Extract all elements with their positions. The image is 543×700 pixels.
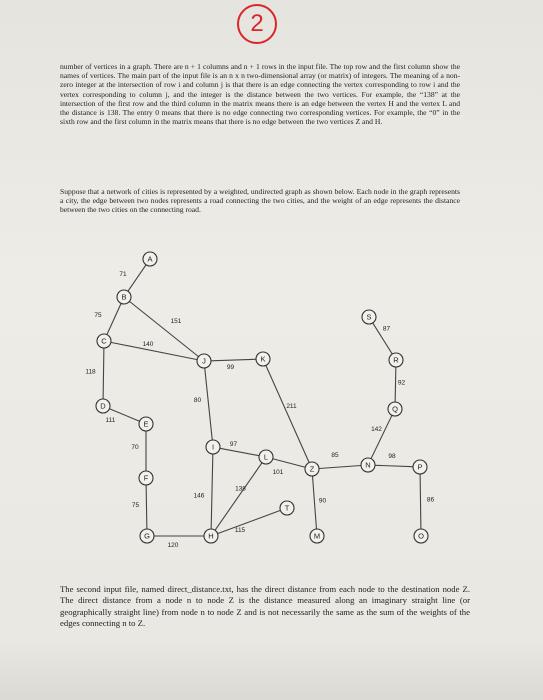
node-m bbox=[310, 529, 324, 543]
node-label-h: H bbox=[208, 531, 214, 541]
edge-i-h bbox=[211, 454, 213, 529]
edge-z-m bbox=[313, 476, 317, 529]
edge-i-l bbox=[220, 448, 259, 455]
node-l bbox=[259, 450, 273, 464]
edge-weight-c-d: 118 bbox=[85, 368, 96, 376]
edge-n-p bbox=[375, 465, 413, 466]
edge-weight-j-k: 99 bbox=[226, 364, 235, 371]
node-p bbox=[413, 460, 427, 474]
edge-weight-b-j: 151 bbox=[170, 318, 182, 325]
node-h bbox=[204, 529, 218, 543]
node-label-l: L bbox=[263, 452, 269, 462]
node-label-q: Q bbox=[392, 404, 398, 414]
edge-weight-e-f: 70 bbox=[131, 444, 139, 451]
node-z bbox=[305, 462, 319, 476]
edge-weight-s-r: 87 bbox=[382, 325, 391, 333]
edge-weight-p-o: 86 bbox=[426, 496, 435, 504]
edge-weight-q-n: 142 bbox=[371, 426, 382, 433]
node-label-r: R bbox=[393, 355, 399, 365]
edge-r-q bbox=[395, 367, 396, 402]
node-label-c: C bbox=[101, 336, 107, 346]
edge-weight-l-h: 138 bbox=[235, 485, 246, 493]
edge-b-c bbox=[107, 303, 121, 334]
node-o bbox=[414, 529, 428, 543]
node-label-o: O bbox=[418, 531, 424, 541]
node-label-j: J bbox=[202, 356, 206, 366]
edge-l-z bbox=[273, 459, 305, 467]
handwritten-page-number: 2 bbox=[237, 4, 277, 44]
paragraph-network-description: Suppose that a network of cities is represented by a weighted, undirected graph as shown below. Each node in the graph represents a city, the edge between two nodes represents a road connecting the two cities, and the weight of an edge represents the distance between the two cities on the connecting road. bbox=[60, 187, 460, 215]
edge-z-n bbox=[319, 465, 361, 468]
edge-weight-t-h: 115 bbox=[234, 527, 246, 534]
node-b bbox=[117, 290, 131, 304]
node-label-b: B bbox=[121, 292, 127, 302]
node-label-e: E bbox=[143, 419, 149, 429]
paragraph-input-file-format: number of vertices in a graph. There are n + 1 columns and n + 1 rows in the input file. The top row and the first column show the names of vertices. The main part of the input file is an n x n two-dimensional array (or matrix) of integers. The meaning of a non-zero integer at the intersection of row i and column j is that there is an edge connecting the vertex corresponding to row i and the vertex corresponding to column j, and the integer is the distance between the two vertices. For example, the “138” at the intersection of the first row and the third column in the matrix means there is an edge between the vertex H and the vertex L and the distance is 138. The entry 0 means that there is no edge connecting two corresponding vertices. For example, the “0” in the sixth row and the first column in the matrix means that there is no edge between the two vertices Z and H. bbox=[60, 62, 460, 127]
node-label-t: T bbox=[284, 503, 290, 513]
edge-weight-b-c: 75 bbox=[94, 312, 102, 319]
edge-weight-g-h: 120 bbox=[167, 542, 179, 549]
edge-k-z bbox=[263, 365, 309, 462]
edge-weight-l-z: 101 bbox=[272, 469, 284, 476]
edge-weight-i-l: 97 bbox=[229, 441, 238, 448]
edge-weight-a-b: 71 bbox=[119, 271, 127, 278]
edge-weight-r-q: 92 bbox=[397, 379, 406, 387]
edge-weight-d-e: 111 bbox=[105, 417, 116, 424]
node-label-i: I bbox=[211, 442, 215, 452]
node-j bbox=[197, 354, 211, 368]
node-label-g: G bbox=[144, 531, 150, 541]
node-q bbox=[388, 402, 402, 416]
paragraph-direct-distance: The second input file, named direct_distance.txt, has the direct distance from each node to the destination node Z. The direct distance from a node n to node Z is the distance measured along an imaginary straight line (or geographically straight line) from node n to node Z and is not necessarily the same as the sum of the weights of the edges connecting n to Z. bbox=[60, 584, 470, 628]
edge-weight-j-i: 80 bbox=[193, 397, 202, 404]
edge-a-b bbox=[128, 265, 146, 291]
edge-p-o bbox=[420, 474, 421, 529]
node-n bbox=[361, 458, 375, 472]
node-f bbox=[139, 471, 153, 485]
edge-c-d bbox=[103, 348, 104, 399]
node-i bbox=[206, 440, 220, 454]
node-label-k: K bbox=[260, 354, 266, 364]
edge-weight-i-h: 146 bbox=[193, 492, 205, 500]
node-label-m: M bbox=[313, 531, 321, 541]
edge-weight-z-n: 85 bbox=[331, 452, 339, 459]
edge-weight-f-g: 75 bbox=[131, 502, 140, 509]
node-r bbox=[389, 353, 403, 367]
edge-j-i bbox=[205, 368, 213, 440]
node-label-d: D bbox=[100, 401, 106, 411]
node-k bbox=[256, 352, 270, 366]
node-label-n: N bbox=[365, 460, 371, 470]
node-g bbox=[140, 529, 154, 543]
node-label-z: Z bbox=[309, 464, 315, 474]
page-shadow bbox=[0, 640, 543, 700]
edge-f-g bbox=[146, 485, 147, 529]
node-label-s: S bbox=[366, 312, 372, 322]
edge-weight-k-z: 211 bbox=[286, 403, 297, 410]
edge-weight-z-m: 90 bbox=[318, 497, 327, 505]
node-d bbox=[96, 399, 110, 413]
node-e bbox=[139, 417, 153, 431]
node-s bbox=[362, 310, 376, 324]
node-a bbox=[143, 252, 157, 266]
edge-weight-c-j: 140 bbox=[142, 341, 154, 348]
node-t bbox=[280, 501, 294, 515]
edge-weight-n-p: 98 bbox=[388, 453, 396, 460]
node-label-a: A bbox=[147, 254, 153, 264]
node-c bbox=[97, 334, 111, 348]
node-label-f: F bbox=[143, 473, 149, 483]
node-label-p: P bbox=[417, 462, 423, 472]
edge-j-k bbox=[211, 359, 256, 361]
